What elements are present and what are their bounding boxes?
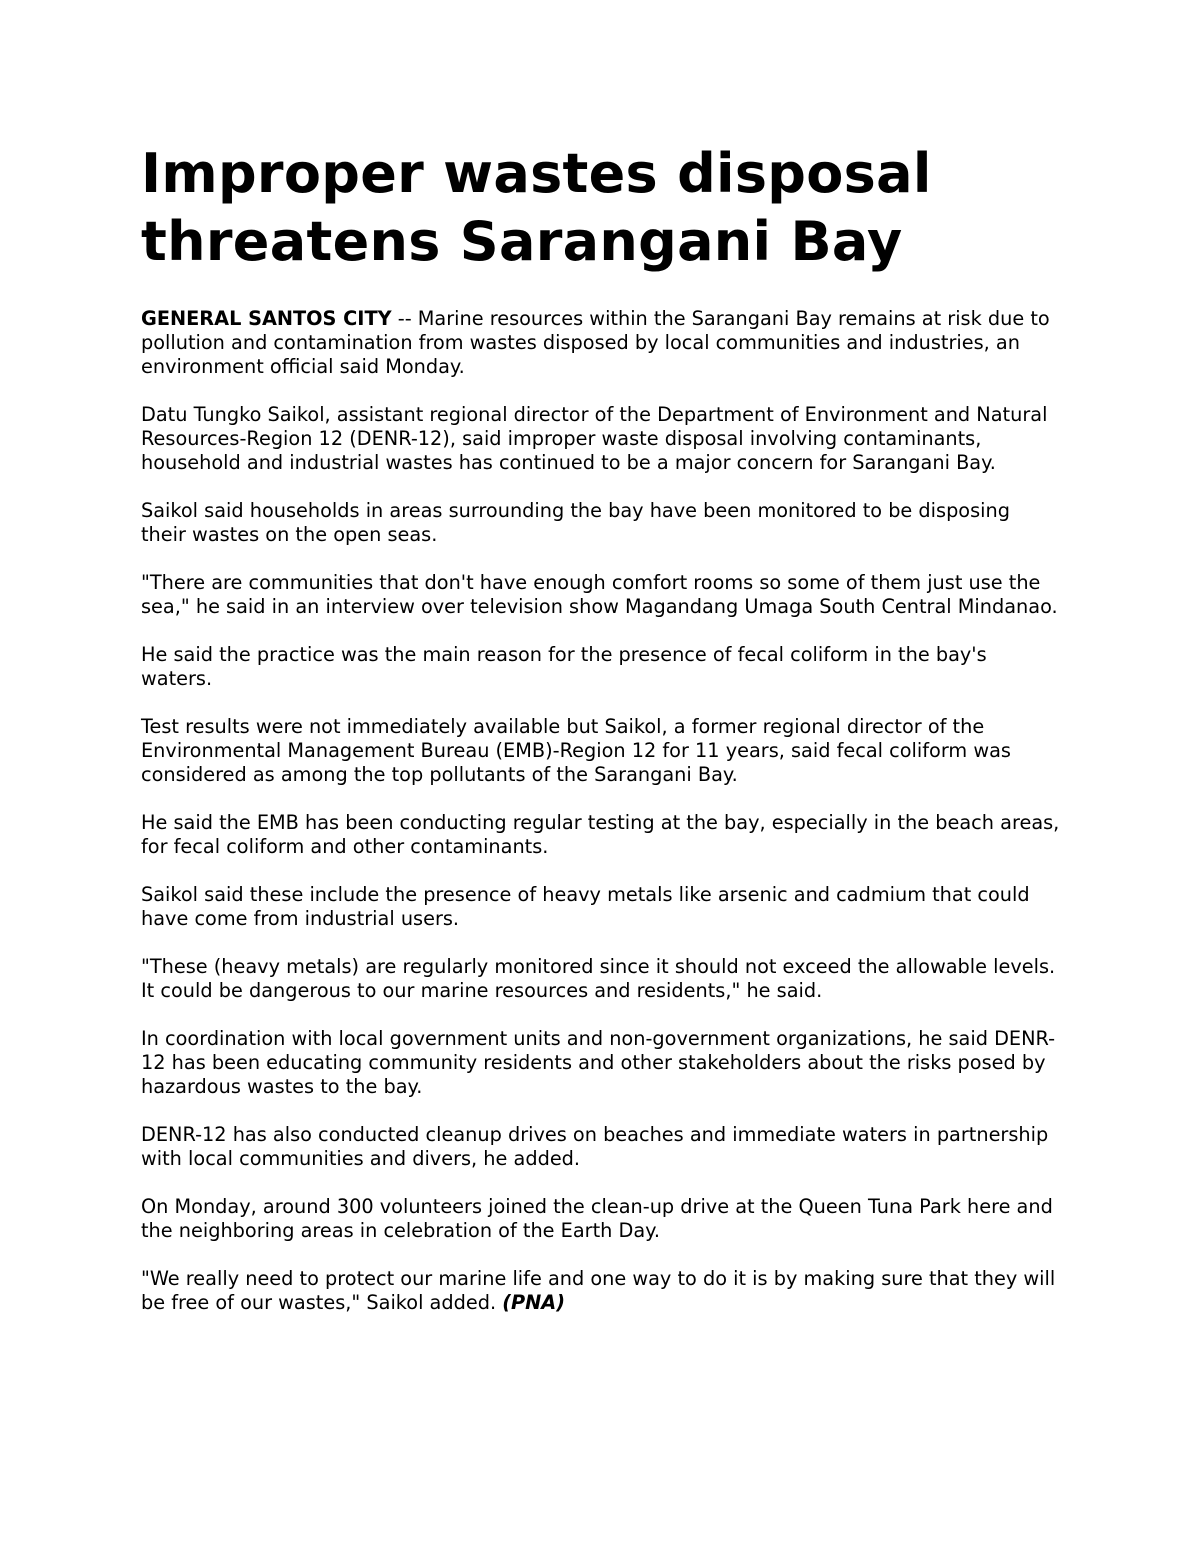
body-paragraph: DENR-12 has also conducted cleanup drives on beaches and immediate waters in partnership with local communities and divers, he added. [141,1123,1049,1170]
lead-paragraph [141,307,1061,379]
body-paragraph: In coordination with local government units and non-government organizations, he said DENR-12 has been educating community residents and other stakeholders about the risks posed by hazardous wastes to the bay. [141,1027,1056,1098]
body-paragraph: On Monday, around 300 volunteers joined the clean-up drive at the Queen Tuna Park here and the neighboring areas in celebration of the Earth Day. [141,1195,1053,1242]
document-page [141,140,1061,1339]
source-credit: (PNA) [502,1291,566,1314]
body-paragraph: Saikol said these include the presence of heavy metals like arsenic and cadmium that could have come from industrial users. [141,883,1030,930]
article-headline: Improper wastes disposal threatens Sarangani Bay [141,142,932,273]
closing-paragraph [141,1267,1061,1315]
body-paragraph: He said the EMB has been conducting regular testing at the bay, especially in the beach areas, for fecal coliform and other contaminants. [141,811,1060,858]
body-paragraph: Datu Tungko Saikol, assistant regional director of the Department of Environment and Natural Resources-Region 12 (DENR-12), said improper waste disposal involving contaminants, household and industrial wastes has continued to be a major concern for Sarangani Bay. [141,403,1048,474]
body-paragraph: He said the practice was the main reason for the presence of fecal coliform in the bay's waters. [141,643,987,690]
body-paragraph: "There are communities that don't have enough comfort rooms so some of them just use the sea," he said in an interview over television show Magandang Umaga South Central Mindanao. [141,571,1058,618]
body-paragraph: Saikol said households in areas surrounding the bay have been monitored to be disposing their wastes on the open seas. [141,499,1010,546]
lead-text: -- Marine resources within the Sarangani Bay remains at risk due to pollution and contamination from wastes disposed by local communities and industries, an environment official said Monday. [141,307,1050,378]
body-paragraph: "These (heavy metals) are regularly monitored since it should not exceed the allowable levels. It could be dangerous to our marine resources and residents," he said. [141,955,1056,1002]
closing-text: "We really need to protect our marine life and one way to do it is by making sure that they will be free of our wastes," Saikol added. [141,1267,1056,1314]
dateline: GENERAL SANTOS CITY [141,307,392,330]
body-paragraph: Test results were not immediately available but Saikol, a former regional director of the Environmental Management Bureau (EMB)-Region 12 for 11 years, said fecal coliform was considered as among the top pollutants of the Sarangani Bay. [141,715,1011,786]
